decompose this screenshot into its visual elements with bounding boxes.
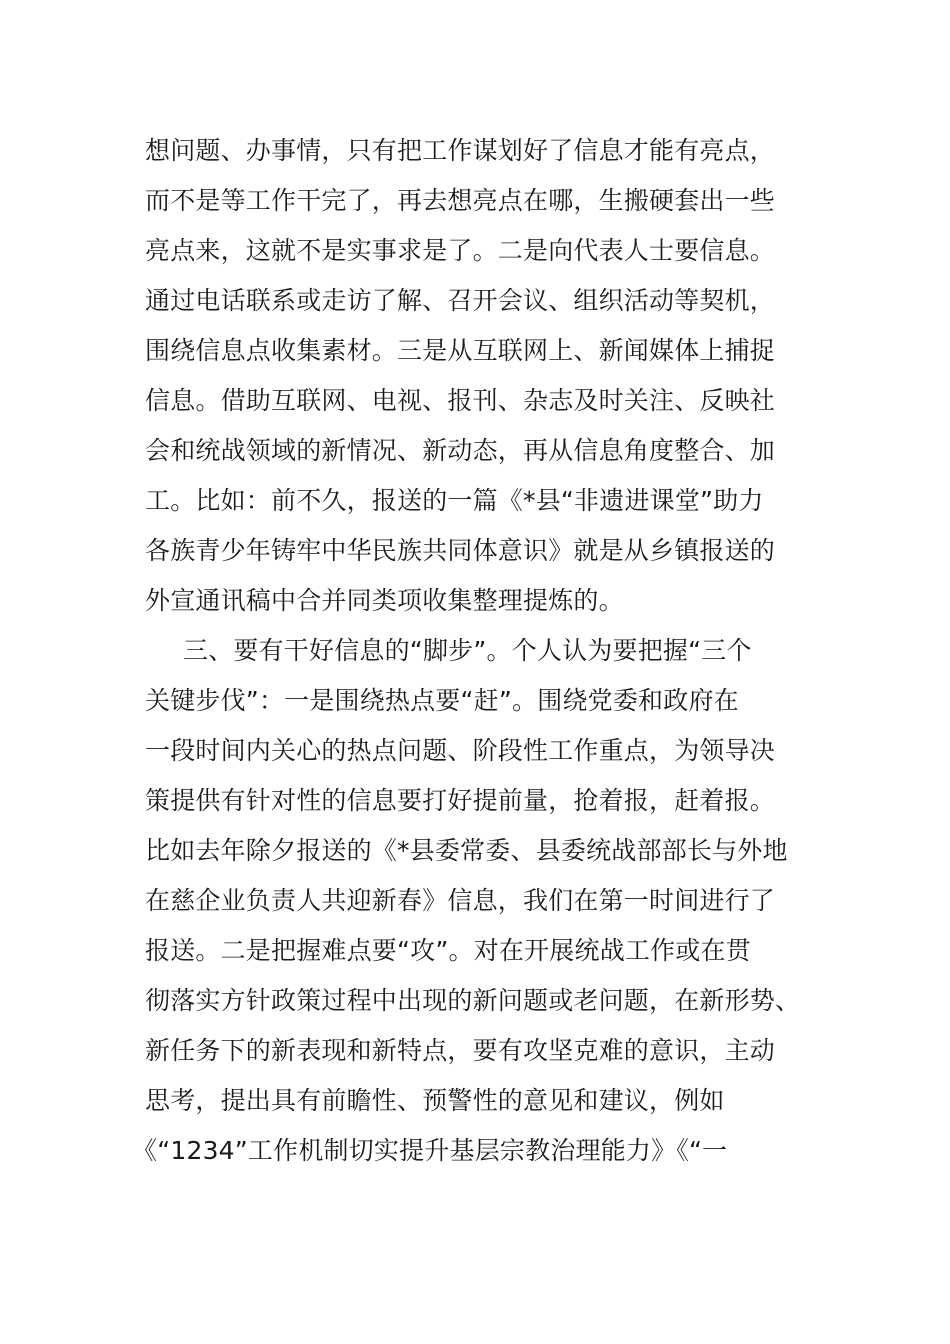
text-line: 信息。借助互联网、电视、报刊、杂志及时关注、反映社 bbox=[145, 386, 776, 415]
text-line: 《“1234”工作机制切实提升基层宗教治理能力》《“一 bbox=[132, 1136, 728, 1165]
text-line: 工。比如：前不久，报送的一篇《*县“非遗进课堂”助力 bbox=[145, 486, 764, 515]
text-line: 通过电话联系或走访了解、召开会议、组织活动等契机， bbox=[145, 286, 776, 315]
text-line: 围绕信息点收集素材。三是从互联网上、新闻媒体上捕捉 bbox=[145, 336, 776, 365]
text-line: 比如去年除夕报送的《*县委常委、县委统战部部长与外地 bbox=[145, 836, 788, 865]
text-line: 想问题、办事情，只有把工作谋划好了信息才能有亮点， bbox=[145, 136, 776, 165]
text-line: 新任务下的新表现和新特点，要有攻坚克难的意识，主动 bbox=[145, 1036, 776, 1065]
text-line: 在慈企业负责人共迎新春》信息，我们在第一时间进行了 bbox=[145, 886, 776, 915]
text-line: 外宣通讯稿中合并同类项收集整理提炼的。 bbox=[145, 586, 624, 615]
text-line: 会和统战领域的新情况、新动态，再从信息角度整合、加 bbox=[145, 436, 776, 465]
text-line: 彻落实方针政策过程中出现的新问题或老问题，在新形势、 bbox=[145, 986, 801, 1015]
text-line: 各族青少年铸牢中华民族共同体意识》就是从乡镇报送的 bbox=[145, 536, 776, 565]
text-line: 关键步伐”：一是围绕热点要“赶”。围绕党委和政府在 bbox=[145, 686, 739, 715]
text-line: 思考，提出具有前瞻性、预警性的意见和建议，例如 bbox=[145, 1086, 725, 1115]
text-line: 一段时间内关心的热点问题、阶段性工作重点，为领导决 bbox=[145, 736, 776, 765]
paragraph-start-line: 三、要有干好信息的“脚步”。个人认为要把握“三个 bbox=[183, 636, 752, 665]
text-line: 策提供有针对性的信息要打好提前量，抢着报，赶着报。 bbox=[145, 786, 776, 815]
text-line: 而不是等工作干完了，再去想亮点在哪，生搬硬套出一些 bbox=[145, 186, 776, 215]
text-line: 报送。二是把握难点要“攻”。对在开展统战工作或在贯 bbox=[145, 936, 751, 965]
text-line: 亮点来，这就不是实事求是了。二是向代表人士要信息。 bbox=[145, 236, 776, 265]
